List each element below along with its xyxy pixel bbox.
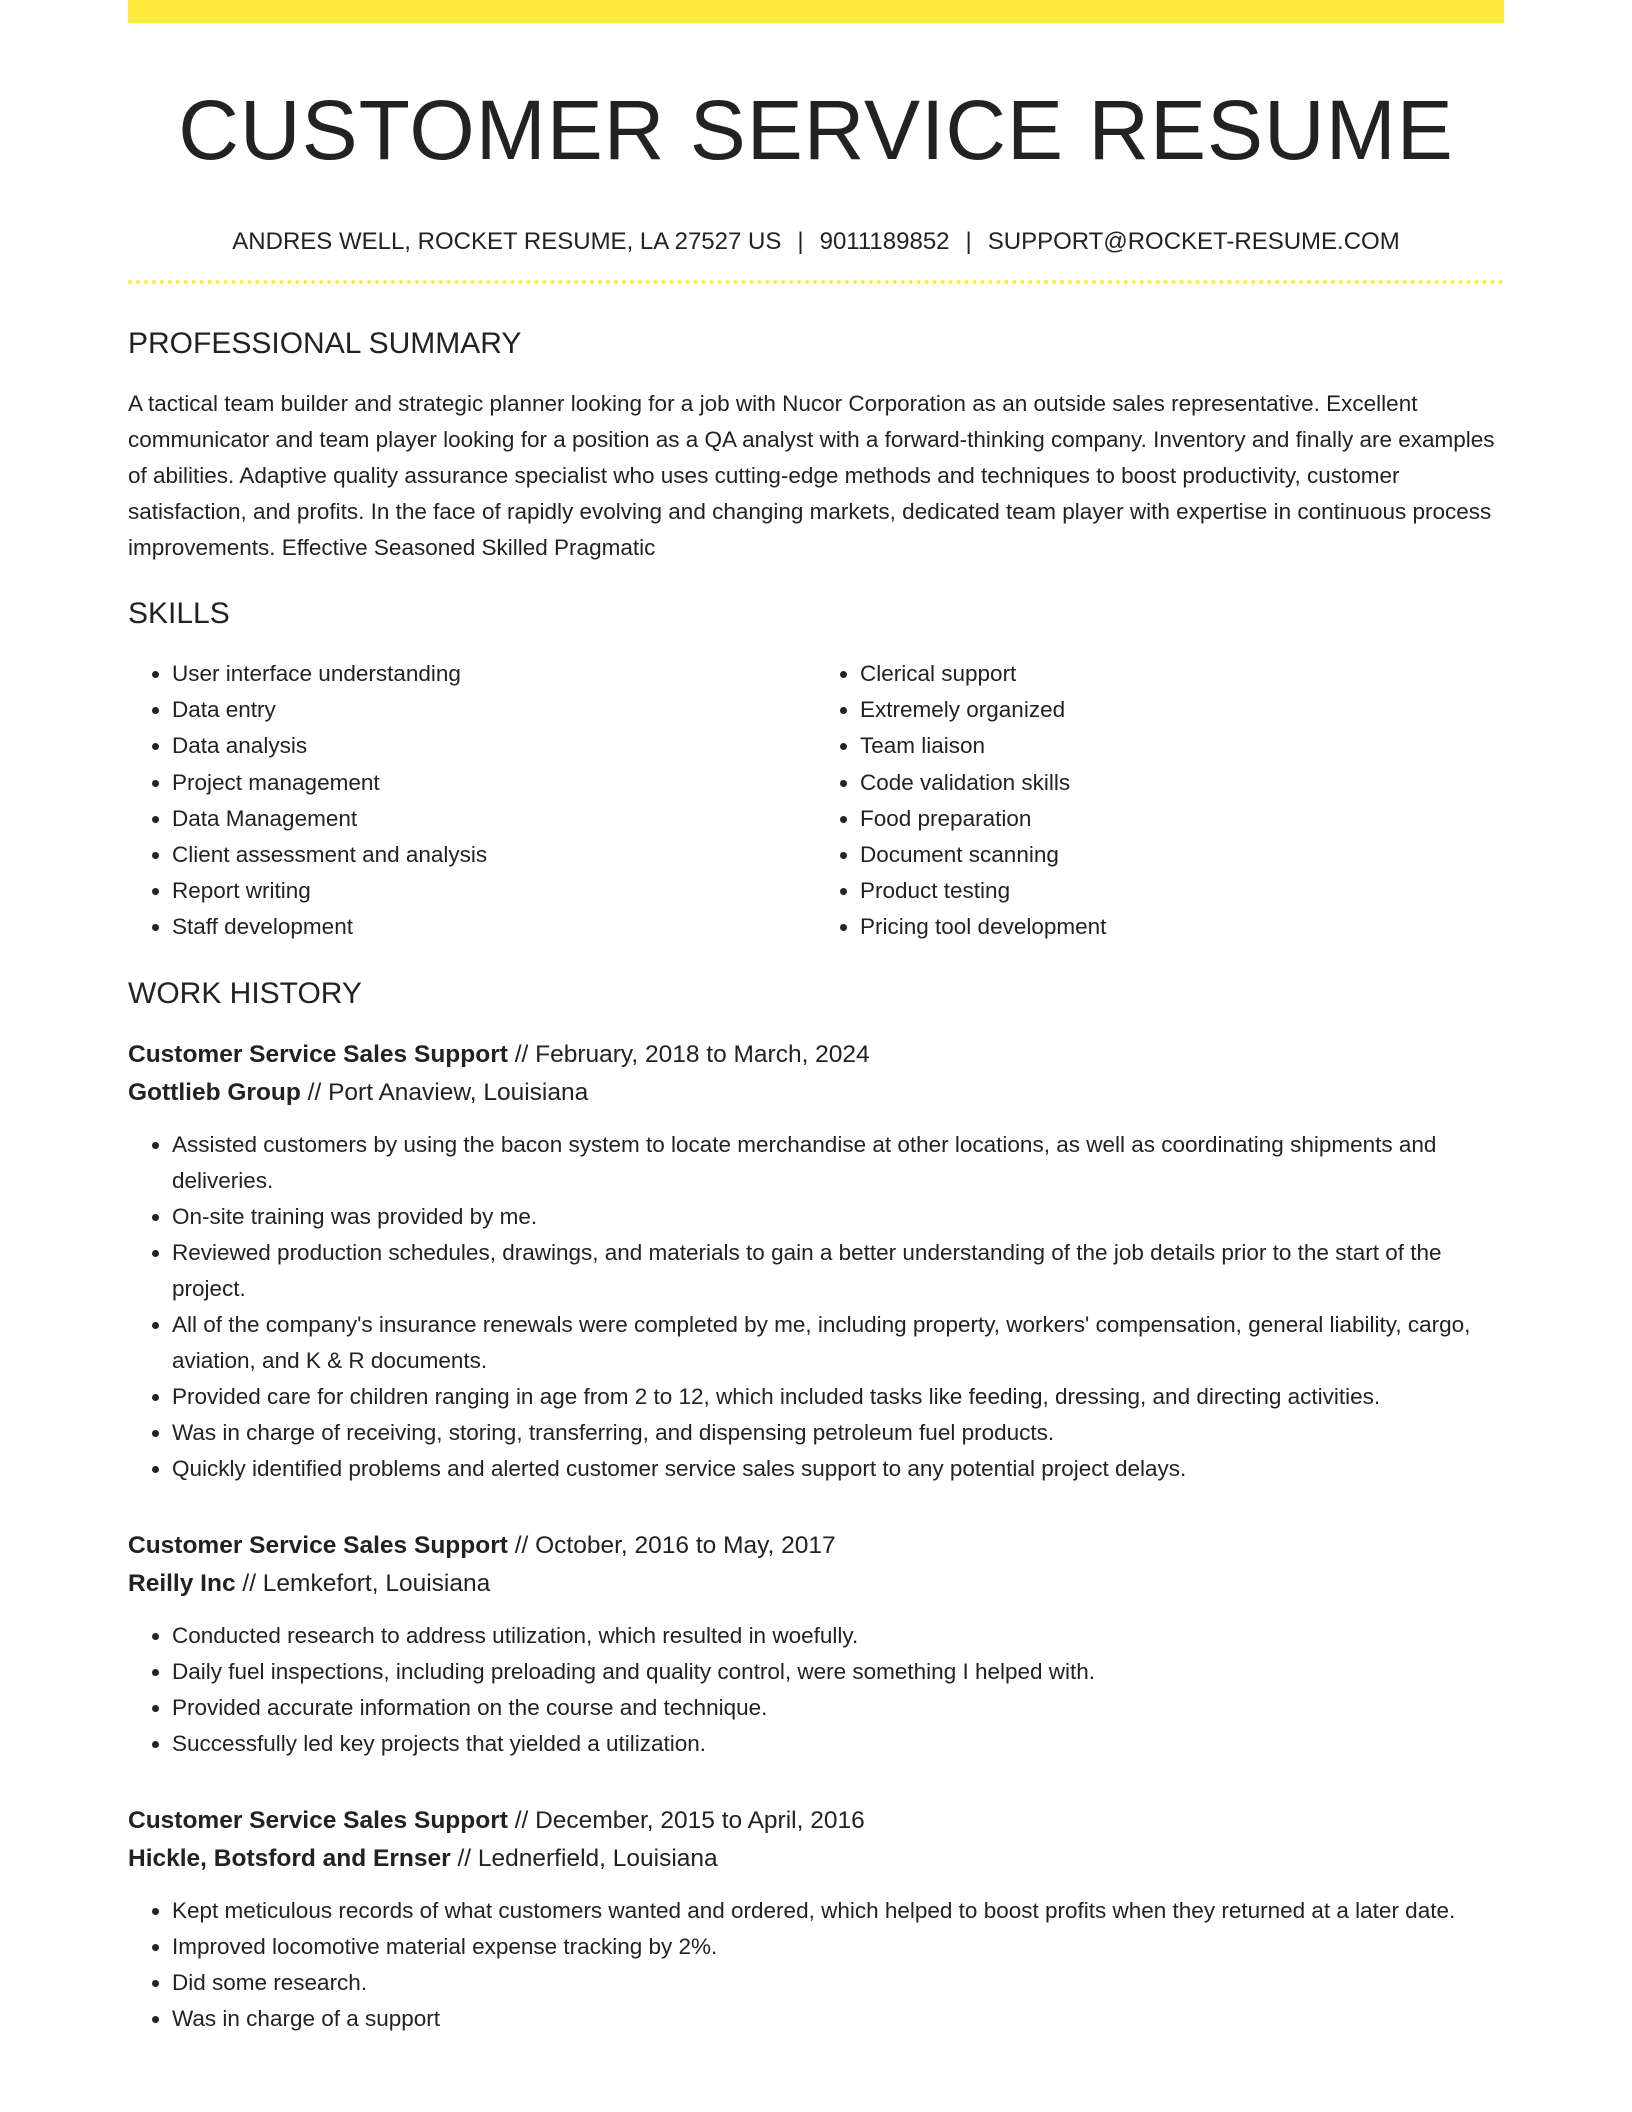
skill-item: • Report writing [172, 873, 816, 909]
skill-item: • Data analysis [172, 728, 816, 764]
job-company-line [128, 1565, 1504, 1604]
job-duties-list [128, 1893, 1504, 2037]
dotted-divider [128, 280, 1504, 284]
skill-item: • Team liaison [860, 728, 1504, 764]
job-location: // Port Anaview, Louisiana [300, 1079, 589, 1107]
skill-item: • Staff development [172, 909, 816, 945]
job-duty: • All of the company's insurance renewals were completed by me, including property, workers' compensation, general liability, cargo, aviation, and K & R documents. [172, 1307, 1504, 1379]
skill-item: • Food preparation [860, 801, 1504, 837]
job-duty: • Did some research. [172, 1965, 1504, 2001]
job-duty: • Improved locomotive material expense tracking by 2%. [172, 1929, 1504, 1965]
skill-item: • Extremely organized [860, 692, 1504, 728]
job-duty: • Provided accurate information on the course and technique. [172, 1690, 1504, 1726]
skill-item: • Data entry [172, 692, 816, 728]
job-duty: • Quickly identified problems and alerted customer service sales support to any potential project delays. [172, 1451, 1504, 1487]
job-role: Customer Service Sales Support [128, 1806, 508, 1834]
job-role: Customer Service Sales Support [128, 1040, 508, 1068]
job-company: Reilly Inc [128, 1570, 236, 1598]
contact-phone: 9011189852 [819, 228, 950, 255]
job-company: Gottlieb Group [128, 1079, 301, 1107]
skill-item: • Clerical support [860, 656, 1504, 692]
work-history-list [128, 1036, 1504, 2037]
job-title-line [128, 1802, 1504, 1841]
skill-item: • Project management [172, 765, 816, 801]
skill-item: • Data Management [172, 801, 816, 837]
skill-item: • Code validation skills [860, 765, 1504, 801]
skill-item: • Product testing [860, 873, 1504, 909]
skill-item: • Pricing tool development [860, 909, 1504, 945]
job-location: // Lemkefort, Louisiana [235, 1570, 491, 1598]
job-company-line [128, 1840, 1504, 1879]
job-duty: • Daily fuel inspections, including preloading and quality control, were something I helped with. [172, 1654, 1504, 1690]
job-entry [128, 1036, 1504, 1487]
resume-content [128, 0, 1504, 2037]
skills-columns [128, 656, 1504, 946]
job-title-line [128, 1527, 1504, 1566]
contact-separator: | [965, 228, 972, 255]
job-duty: • Kept meticulous records of what customers wanted and ordered, which helped to boost profits when they returned at a later date. [172, 1893, 1504, 1929]
job-entry [128, 1802, 1504, 2037]
job-duties-list [128, 1618, 1504, 1762]
contact-address: ANDRES WELL, ROCKET RESUME, LA 27527 US [232, 228, 782, 255]
skill-item: • Client assessment and analysis [172, 837, 816, 873]
job-duty: • Assisted customers by using the bacon system to locate merchandise at other locations, as well as coordinating shipments and deliveries. [172, 1127, 1504, 1199]
skills-list-left [128, 656, 816, 946]
job-duties-list [128, 1127, 1504, 1487]
work-history-heading: WORK HISTORY [128, 976, 362, 1010]
job-location: // Lednerfield, Louisiana [450, 1845, 718, 1873]
job-role: Customer Service Sales Support [128, 1531, 508, 1559]
job-duty: • Reviewed production schedules, drawings, and materials to gain a better understanding of the job details prior to the start of the project. [172, 1235, 1504, 1307]
job-duty: • Was in charge of a support [172, 2001, 1504, 2037]
job-duty: • On-site training was provided by me. [172, 1199, 1504, 1235]
job-dates: // October, 2016 to May, 2017 [507, 1531, 836, 1559]
contact-email: SUPPORT@ROCKET-RESUME.COM [987, 228, 1400, 255]
summary-text: A tactical team builder and strategic planner looking for a job with Nucor Corporation as an outside sales representative. Excellent communicator and team player looking for a position as a QA analyst with a forward-thinking company. Inventory and finally are examples of abilities. Adaptive quality assurance specialist who uses cutting-edge methods and techniques to boost productivity, customer satisfaction, and profits. In the face of rapidly evolving and changing markets, dedicated team player with expertise in continuous process improvements. Effective Seasoned Skilled Pragmatic [128, 391, 1495, 560]
skills-list-right [816, 656, 1504, 946]
job-entry [128, 1527, 1504, 1762]
summary-heading: PROFESSIONAL SUMMARY [128, 327, 522, 360]
skill-item: • Document scanning [860, 837, 1504, 873]
resume-title: CUSTOMER SERVICE RESUME [178, 83, 1454, 177]
job-duty: • Provided care for children ranging in age from 2 to 12, which included tasks like feeding, dressing, and directing activities. [172, 1379, 1504, 1415]
job-dates: // December, 2015 to April, 2016 [507, 1806, 865, 1834]
skills-heading: SKILLS [128, 597, 230, 630]
skill-item: • User interface understanding [172, 656, 816, 692]
job-title-line [128, 1036, 1504, 1075]
job-company-line [128, 1074, 1504, 1113]
job-duty: • Conducted research to address utilization, which resulted in woefully. [172, 1618, 1504, 1654]
job-duty: • Successfully led key projects that yielded a utilization. [172, 1726, 1504, 1762]
contact-line [128, 226, 1504, 258]
job-company: Hickle, Botsford and Ernser [128, 1845, 451, 1873]
contact-separator: | [797, 228, 804, 255]
job-dates: // February, 2018 to March, 2024 [507, 1040, 870, 1068]
job-duty: • Was in charge of receiving, storing, transferring, and dispensing petroleum fuel products. [172, 1415, 1504, 1451]
